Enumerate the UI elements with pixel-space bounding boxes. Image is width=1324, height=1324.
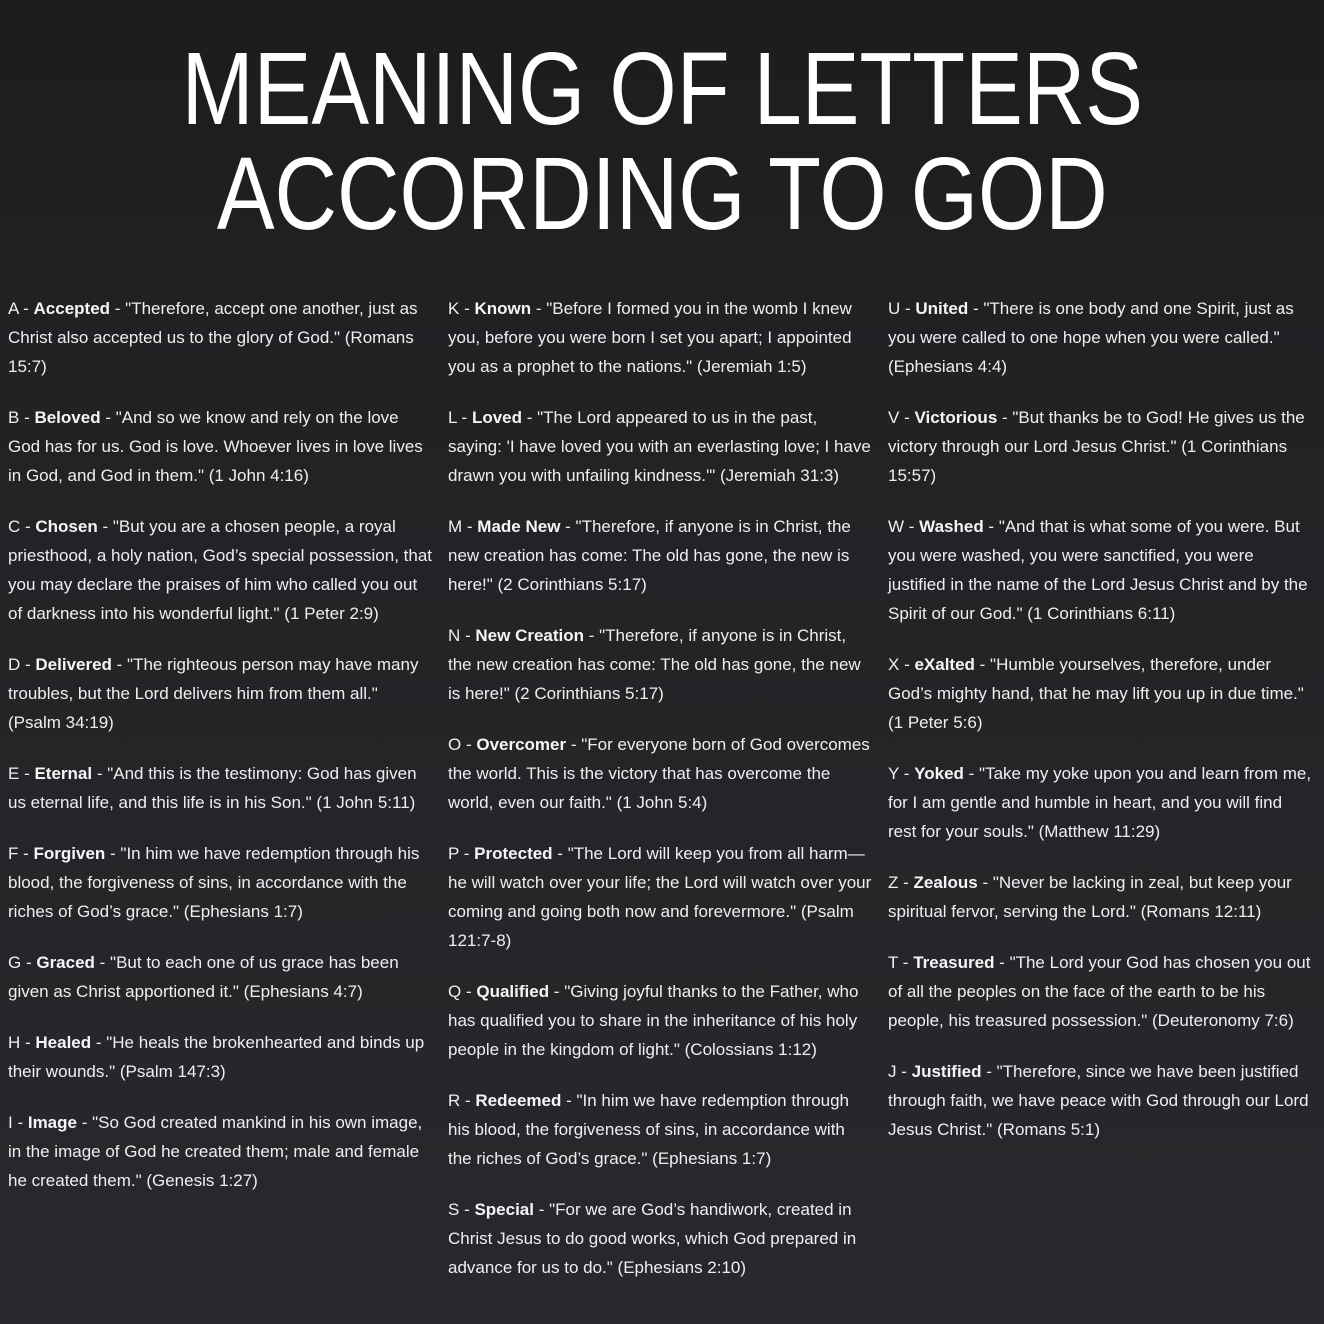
- entry-separator: -: [963, 764, 980, 784]
- entry-word: Eternal: [34, 764, 93, 784]
- entry-separator: -: [977, 873, 993, 893]
- letter-entry: [888, 650, 1312, 737]
- entry-word: Zealous: [913, 873, 978, 893]
- entry-separator: -: [459, 844, 475, 864]
- letter-entry: [8, 948, 432, 1006]
- entry-separator: -: [900, 299, 916, 319]
- entry-separator: -: [462, 517, 478, 537]
- entry-quote: "For everyone born of God overcomes the world. This is the victory that has overcome the world, even our faith." (1 John 5:4): [448, 735, 870, 813]
- entry-separator: -: [12, 1113, 28, 1133]
- entry-word: Known: [474, 299, 532, 319]
- column-1: [8, 294, 432, 1217]
- entry-separator: -: [968, 299, 984, 319]
- entry-separator: -: [19, 764, 35, 784]
- entry-separator: -: [459, 1200, 475, 1220]
- letter-entry: [888, 868, 1312, 926]
- letter-entry: [448, 294, 872, 381]
- entry-word: Healed: [35, 1033, 92, 1053]
- entry-word: Delivered: [35, 655, 112, 675]
- entry-letter: G: [8, 953, 22, 973]
- entry-separator: -: [19, 408, 35, 428]
- letter-entry: [888, 294, 1312, 381]
- entry-separator: -: [97, 517, 113, 537]
- entry-word: Overcomer: [476, 735, 567, 755]
- letter-entry: [448, 512, 872, 599]
- entry-quote: "The Lord your God has chosen you out of all the peoples on the face of the earth to be his people, his treasured possession." (Deuteronomy 7:6): [888, 953, 1311, 1031]
- entry-separator: -: [18, 299, 34, 319]
- entry-separator: -: [461, 982, 477, 1002]
- entry-separator: -: [566, 735, 582, 755]
- letter-entry: [8, 650, 432, 737]
- entry-letter: V: [888, 408, 900, 428]
- entry-separator: -: [904, 517, 920, 537]
- entry-quote: "Take my yoke upon you and learn from me, for I am gentle and humble in heart, and you will find rest for your souls." (Matthew 11:29): [888, 764, 1312, 842]
- letter-entry: [8, 1108, 432, 1195]
- entry-letter: J: [888, 1062, 897, 1082]
- entry-quote: "So God created mankind in his own image, in the image of God he created them; male and female he created them." (Genesis 1:27): [8, 1113, 423, 1191]
- letter-entry: [448, 621, 872, 708]
- entry-word: Image: [27, 1113, 77, 1133]
- entry-word: Justified: [911, 1062, 982, 1082]
- entry-quote: "And so we know and rely on the love God has for us. God is love. Whoever lives in love lives in God, and God in them." (1 John 4:16): [8, 408, 423, 486]
- entry-quote: "In him we have redemption through his blood, the forgiveness of sins, in accordance with the riches of God’s grace." (Ephesians 1:7): [8, 844, 420, 922]
- entry-separator: -: [896, 1062, 912, 1082]
- entry-quote: "But to each one of us grace has been given as Christ apportioned it." (Ephesians 4:7): [8, 953, 399, 1002]
- entry-quote: "Therefore, if anyone is in Christ, the new creation has come: The old has gone, the new is here!" (2 Corinthians 5:17): [448, 626, 861, 704]
- entry-letter: I: [8, 1113, 13, 1133]
- column-2: [448, 294, 872, 1304]
- entry-separator: -: [522, 408, 538, 428]
- entry-quote: "The Lord appeared to us in the past, saying: 'I have loved you with an everlasting love; I have drawn you with unfailing kindness.'" (Jeremiah 31:3): [448, 408, 871, 486]
- letter-entry: [448, 839, 872, 955]
- entry-quote: "And that is what some of you were. But you were washed, you were sanctified, you were justified in the name of the Lord Jesus Christ and by the Spirit of our God." (1 Corinthians 6:11): [888, 517, 1308, 624]
- entries-columns: [0, 294, 1324, 1304]
- entry-separator: -: [531, 299, 547, 319]
- entry-letter: H: [8, 1033, 21, 1053]
- entry-letter: A: [8, 299, 19, 319]
- letter-entry: [448, 403, 872, 490]
- entry-word: Washed: [919, 517, 984, 537]
- entry-separator: -: [994, 953, 1010, 973]
- entry-separator: -: [110, 299, 126, 319]
- entry-quote: "The righteous person may have many troubles, but the Lord delivers him from them all." (Psalm 34:19): [8, 655, 419, 733]
- entry-separator: -: [456, 408, 472, 428]
- entry-separator: -: [552, 844, 568, 864]
- entry-separator: -: [460, 626, 476, 646]
- entry-quote: "For we are God’s handiwork, created in Christ Jesus to do good works, which God prepared in advance for us to do." (Ephesians 2:10): [448, 1200, 857, 1278]
- entry-quote: "And this is the testimony: God has given us eternal life, and this life is in his Son." (1 John 5:11): [8, 764, 417, 813]
- entry-word: Protected: [474, 844, 553, 864]
- entry-word: Accepted: [33, 299, 111, 319]
- entry-letter: X: [888, 655, 900, 675]
- entry-word: Yoked: [914, 764, 964, 784]
- entry-letter: O: [448, 735, 462, 755]
- entry-separator: -: [534, 1200, 550, 1220]
- letter-entry: [448, 1086, 872, 1173]
- entry-word: Treasured: [913, 953, 995, 973]
- page-title-line-2: ACCORDING TO GOD: [216, 136, 1108, 252]
- entry-quote: "Therefore, since we have been justified through faith, we have peace with God through our Lord Jesus Christ." (Romans 5:1): [888, 1062, 1309, 1140]
- entry-letter: T: [888, 953, 899, 973]
- entry-letter: R: [448, 1091, 461, 1111]
- entry-letter: U: [888, 299, 901, 319]
- letter-entry: [448, 977, 872, 1064]
- entry-quote: "But thanks be to God! He gives us the victory through our Lord Jesus Christ." (1 Corinthians 15:57): [888, 408, 1305, 486]
- entry-separator: -: [20, 655, 36, 675]
- entry-separator: -: [997, 408, 1013, 428]
- letter-entry: [888, 512, 1312, 628]
- column-3: [888, 294, 1312, 1166]
- entry-quote: "The Lord will keep you from all harm—he will watch over your life; the Lord will watch over your coming and going both now and forevermore." (Psalm 121:7-8): [448, 844, 872, 951]
- entry-separator: -: [20, 1033, 36, 1053]
- letter-entry: [8, 839, 432, 926]
- entry-quote: "In him we have redemption through his blood, the forgiveness of sins, in accordance with the riches of God’s grace." (Ephesians 1:7): [448, 1091, 850, 1169]
- letter-entry: [8, 294, 432, 381]
- entry-letter: K: [448, 299, 460, 319]
- entry-quote: "Before I formed you in the womb I knew you, before you were born I set you apart; I appointed you as a prophet to the nations." (Jeremiah 1:5): [448, 299, 852, 377]
- entry-separator: -: [105, 844, 121, 864]
- letter-entry: [888, 403, 1312, 490]
- entry-separator: -: [561, 1091, 577, 1111]
- entry-separator: -: [560, 517, 576, 537]
- entry-quote: "Never be lacking in zeal, but keep your spiritual fervor, serving the Lord." (Romans 12:11): [888, 873, 1292, 922]
- letter-entry: [8, 759, 432, 817]
- entry-word: New Creation: [475, 626, 585, 646]
- entry-letter: Y: [888, 764, 900, 784]
- entry-separator: -: [100, 408, 116, 428]
- entry-word: eXalted: [914, 655, 975, 675]
- entry-word: Made New: [477, 517, 561, 537]
- entry-letter: N: [448, 626, 461, 646]
- entry-quote: "Therefore, if anyone is in Christ, the new creation has come: The old has gone, the new is here!" (2 Corinthians 5:17): [448, 517, 851, 595]
- entry-word: Chosen: [35, 517, 98, 537]
- entry-separator: -: [460, 1091, 476, 1111]
- entry-quote: "But you are a chosen people, a royal priesthood, a holy nation, God’s special possession, that you may declare the praises of him who called you out of darkness into his wonderful light." (1 Peter 2:9): [8, 517, 433, 624]
- entry-letter: L: [448, 408, 457, 428]
- entry-separator: -: [20, 517, 36, 537]
- entry-separator: -: [21, 953, 37, 973]
- entry-letter: C: [8, 517, 21, 537]
- entry-separator: -: [461, 735, 477, 755]
- entry-letter: Z: [888, 873, 899, 893]
- entry-separator: -: [899, 408, 915, 428]
- entry-letter: F: [8, 844, 19, 864]
- entry-word: Beloved: [34, 408, 101, 428]
- entry-separator: -: [983, 517, 999, 537]
- entry-letter: B: [8, 408, 20, 428]
- entry-quote: "There is one body and one Spirit, just as you were called to one hope when you were called." (Ephesians 4:4): [888, 299, 1294, 377]
- entry-quote: "Humble yourselves, therefore, under God’s mighty hand, that he may lift you up in due time." (1 Peter 5:6): [888, 655, 1304, 733]
- entry-letter: E: [8, 764, 20, 784]
- entry-word: Qualified: [476, 982, 550, 1002]
- entry-separator: -: [981, 1062, 997, 1082]
- entry-separator: -: [899, 764, 915, 784]
- entry-letter: S: [448, 1200, 460, 1220]
- entry-separator: -: [974, 655, 991, 675]
- entry-separator: -: [898, 873, 914, 893]
- entry-word: Graced: [36, 953, 95, 973]
- page-title: [0, 0, 1324, 252]
- entry-separator: -: [111, 655, 128, 675]
- entry-separator: -: [459, 299, 475, 319]
- entry-separator: -: [91, 1033, 107, 1053]
- letter-entry: [888, 759, 1312, 846]
- entry-letter: Q: [448, 982, 462, 1002]
- entry-word: Forgiven: [33, 844, 106, 864]
- entry-letter: P: [448, 844, 460, 864]
- entry-separator: -: [899, 655, 915, 675]
- entry-separator: -: [18, 844, 34, 864]
- entry-quote: "He heals the brokenhearted and binds up their wounds." (Psalm 147:3): [8, 1033, 425, 1082]
- letter-entry: [8, 512, 432, 628]
- entry-word: Loved: [471, 408, 522, 428]
- entry-quote: "Giving joyful thanks to the Father, who has qualified you to share in the inheritance of his holy people in the kingdom of light." (Colossians 1:12): [448, 982, 859, 1060]
- letter-entry: [888, 948, 1312, 1035]
- entry-separator: -: [584, 626, 600, 646]
- entry-letter: M: [448, 517, 463, 537]
- letter-entry: [448, 1195, 872, 1282]
- entry-word: Victorious: [914, 408, 998, 428]
- entry-letter: D: [8, 655, 21, 675]
- page-title-line-1: MEANING OF LETTERS: [181, 31, 1143, 146]
- entry-separator: -: [898, 953, 914, 973]
- entry-word: Redeemed: [475, 1091, 562, 1111]
- letter-entry: [8, 1028, 432, 1086]
- entry-quote: "Therefore, accept one another, just as Christ also accepted us to the glory of God." (Romans 15:7): [8, 299, 418, 377]
- entry-separator: -: [94, 953, 111, 973]
- entry-word: Special: [474, 1200, 534, 1220]
- entry-separator: -: [549, 982, 565, 1002]
- entry-letter: W: [888, 517, 905, 537]
- letter-entry: [888, 1057, 1312, 1144]
- entry-word: United: [915, 299, 969, 319]
- entry-separator: -: [76, 1113, 93, 1133]
- letter-entry: [8, 403, 432, 490]
- letter-entry: [448, 730, 872, 817]
- entry-separator: -: [92, 764, 108, 784]
